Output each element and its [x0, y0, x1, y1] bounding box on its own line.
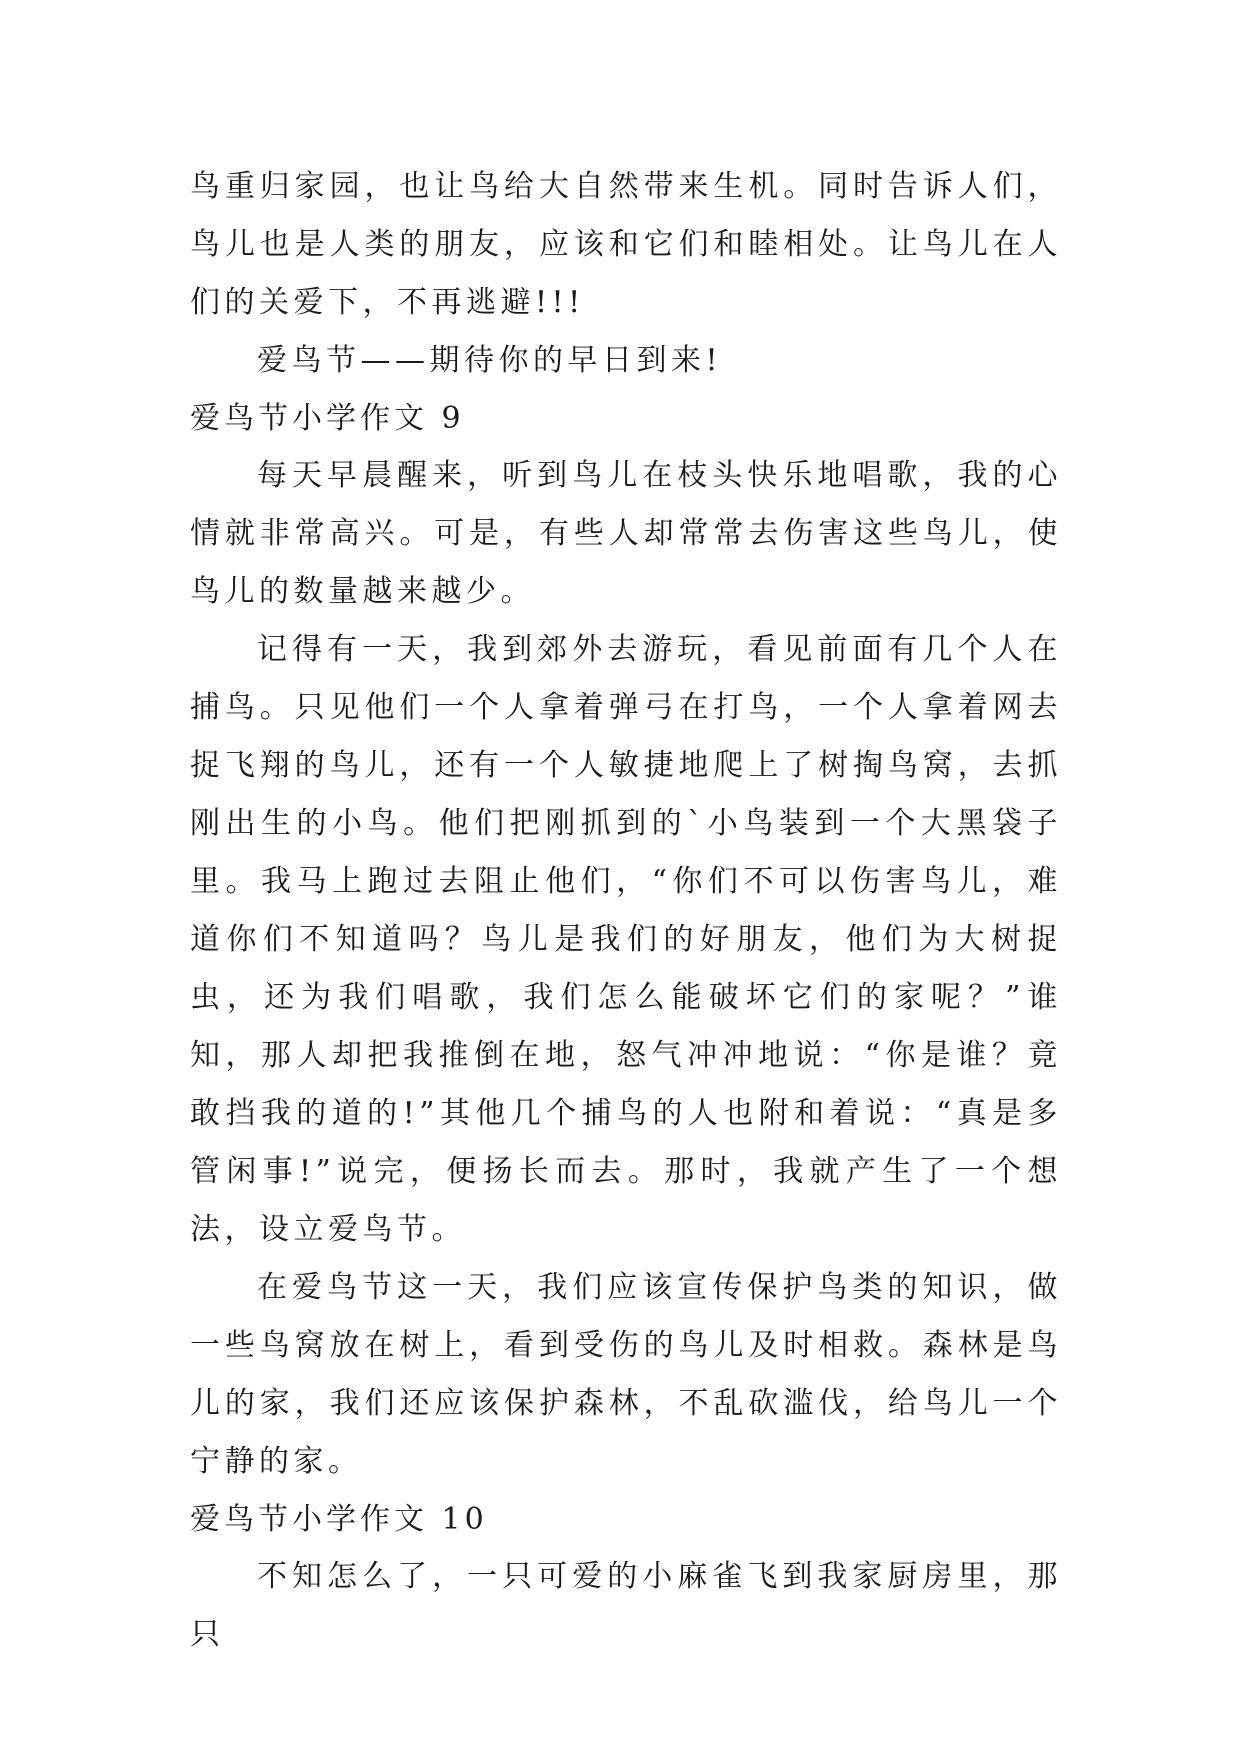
document-body [190, 158, 1062, 1664]
paragraph-2: 爱鸟节——期待你的早日到来! [257, 343, 723, 378]
paragraph-6: 不知怎么了，一只可爱的小麻雀飞到我家厨房里，那只 [190, 1559, 1062, 1652]
section-heading-10: 爱鸟节小学作文 10 [190, 1502, 488, 1537]
paragraph-1: 鸟重归家园，也让鸟给大自然带来生机。同时告诉人们，鸟儿也是人类的朋友，应该和它们和睦相处。让鸟儿在人们的关爱下，不再逃避!!! [190, 169, 1062, 320]
paragraph-5: 在爱鸟节这一天，我们应该宣传保护鸟类的知识，做一些鸟窝放在树上，看到受伤的鸟儿及时相救。森林是鸟儿的家，我们还应该保护森林，不乱砍滥伐，给鸟儿一个宁静的家。 [190, 1270, 1062, 1479]
section-heading-9: 爱鸟节小学作文 9 [190, 401, 465, 436]
paragraph-3: 每天早晨醒来，听到鸟儿在枝头快乐地唱歌，我的心情就非常高兴。可是，有些人却常常去伤害这些鸟儿，使鸟儿的数量越来越少。 [190, 458, 1062, 609]
paragraph-4: 记得有一天，我到郊外去游玩，看见前面有几个人在捕鸟。只见他们一个人拿着弹弓在打鸟，一个人拿着网去捉飞翔的鸟儿，还有一个人敏捷地爬上了树掏鸟窝，去抓刚出生的小鸟。他们把刚抓到的`小鸟装到一个大黑袋子里。我马上跑过去阻止他们，“你们不可以伤害鸟儿，难道你们不知道吗？鸟儿是我们的好朋友，他们为大树捉虫，还为我们唱歌，我们怎么能破坏它们的家呢？”谁知，那人却把我推倒在地，怒气冲冲地说：“你是谁？竟敢挡我的道的!”其他几个捕鸟的人也附和着说：“真是多管闲事!”说完，便扬长而去。那时，我就产生了一个想法，设立爱鸟节。 [190, 632, 1062, 1247]
